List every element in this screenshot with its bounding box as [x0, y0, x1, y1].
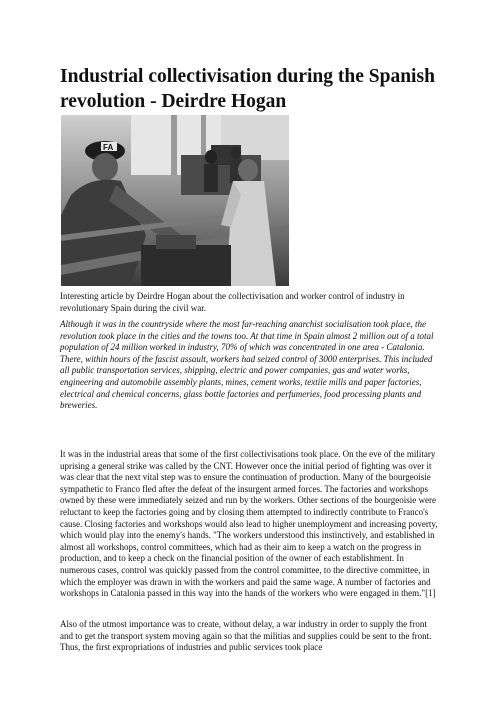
intro-paragraph: Interesting article by Deirdre Hogan about the collectivisation and worker control of industry in revolutionary Spain during the civil war. — [60, 291, 405, 313]
photo-illustration — [61, 115, 289, 286]
quoted-passage: Although it was in the countryside where the most far-reaching anarchist socialisation took place, the revolution took place in the cities and the towns too. At that time in Spain almost 2 million out of a total population of 24 million worked in industry, 70% of which was concentrated in one area - Catalonia. There, within hours of the fascist assault, workers had seized control of 3000 enterprises. This included all public transportation services, shipping, electric and power companies, gas and water works, engineering and automobile assembly plants, mines, cement works, textile mills and paper factories, electrical and chemical concerns, glass bottle factories and perfumeries, food processing plants and breweries. — [60, 319, 434, 411]
body-paragraph-1: It was in the industrial areas that some of the first collectivisations took place. On the eve of the military uprising a general strike was called by the CNT. However once the initial period of fighting was over it was clear that the next vital step was to ensure the continuation of production. Many of the bourgeoisie sympathetic to Franco fled after the defeat of the insurgent armed forces. The factories and workshops owned by these were immediately seized and run by the workers. Other sections of the bourgeoisie were reluctant to keep the factories going and by closing them attempted to indirectly contribute to Franco's cause. Closing factories and workshops would also lead to higher unemployment and increasing poverty, which would play into the enemy's hands. "The workers understood this instinctively, and established in almost all workshops, control committees, which had as their aim to keep a watch on the progress in production, and to keep a check on the financial position of the owner of each establishment. In numerous cases, control was quickly passed from the control committee, to the directive committee, in which the employer was drawn in with the workers and paid the same wage. A number of factories and workshops in Catalonia passed in this way into the hands of the workers who were engaged in them."[1] — [60, 449, 438, 599]
cap-lettering: FA — [103, 143, 114, 152]
body-paragraph-2: Also of the utmost importance was to create, without delay, a war industry in order to supply the front and to get the transport system moving again so that the militias and supplies could be sent to the front. Thus, the first expropriations of industries and public services took place — [60, 619, 432, 653]
workers-factory-photo — [61, 115, 289, 286]
article-title: Industrial collectivisation during the Spanish revolution - Deirdre Hogan — [60, 66, 435, 112]
